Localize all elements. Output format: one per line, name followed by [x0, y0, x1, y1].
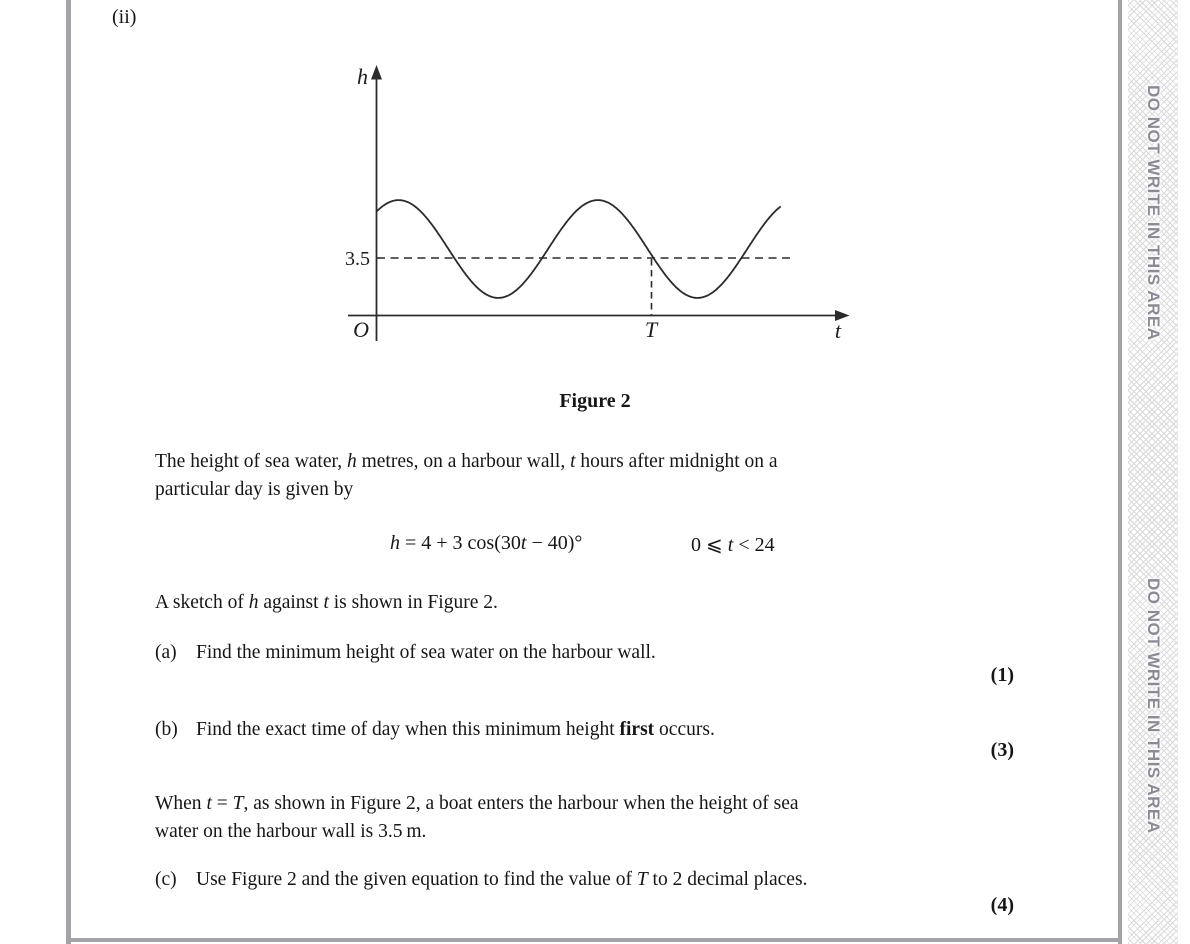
figure-caption: Figure 2 [559, 390, 631, 412]
sketch-note: A sketch of h against t is shown in Figure 2. [155, 592, 498, 613]
equation: h = 4 + 3 cos(30t − 40)° [390, 532, 583, 554]
page-bottom-border [66, 938, 1122, 942]
x-axis-label: t [834, 318, 841, 343]
question-b-label: (b) [155, 719, 178, 740]
question-a-marks: (1) [990, 664, 1014, 686]
y-value-label: 3.5 [345, 248, 370, 270]
question-b-text: Find the exact time of day when this minimum height first occurs. [196, 719, 715, 740]
do-not-write-watermark: DO NOT WRITE IN THIS AREA [1144, 578, 1163, 834]
y-axis-arrow-icon [371, 65, 382, 80]
question-a [155, 639, 985, 667]
question-c-text: Use Figure 2 and the given equation to find the value of T to 2 decimal places. [196, 869, 808, 890]
question-a-text: Find the minimum height of sea water on the harbour wall. [196, 642, 656, 663]
intro-paragraph: The height of sea water, h metres, on a harbour wall, t hours after midnight on a particular day is given by [155, 451, 778, 500]
do-not-write-watermark: DO NOT WRITE IN THIS AREA [1144, 85, 1163, 341]
question-b [155, 716, 985, 744]
boat-paragraph: When t = T, as shown in Figure 2, a boat enters the harbour when the height of sea water on the harbour wall is 3.5 m. [155, 793, 799, 842]
page-left-border [66, 0, 71, 944]
t-mark-label: T [644, 317, 658, 342]
equation-domain: 0 ⩽ t < 24 [691, 534, 775, 556]
y-axis-label: h [357, 64, 368, 89]
part-label: (ii) [112, 6, 137, 28]
question-c-label: (c) [155, 869, 177, 890]
question-c-marks: (4) [990, 894, 1014, 916]
question-b-marks: (3) [990, 739, 1014, 761]
page-right-border [1118, 0, 1122, 944]
figure-2-graph [330, 50, 860, 350]
origin-label: O [353, 317, 369, 342]
question-c [155, 866, 985, 894]
tide-curve [377, 200, 781, 298]
do-not-write-sidebar [1128, 0, 1178, 944]
question-a-label: (a) [155, 642, 177, 663]
